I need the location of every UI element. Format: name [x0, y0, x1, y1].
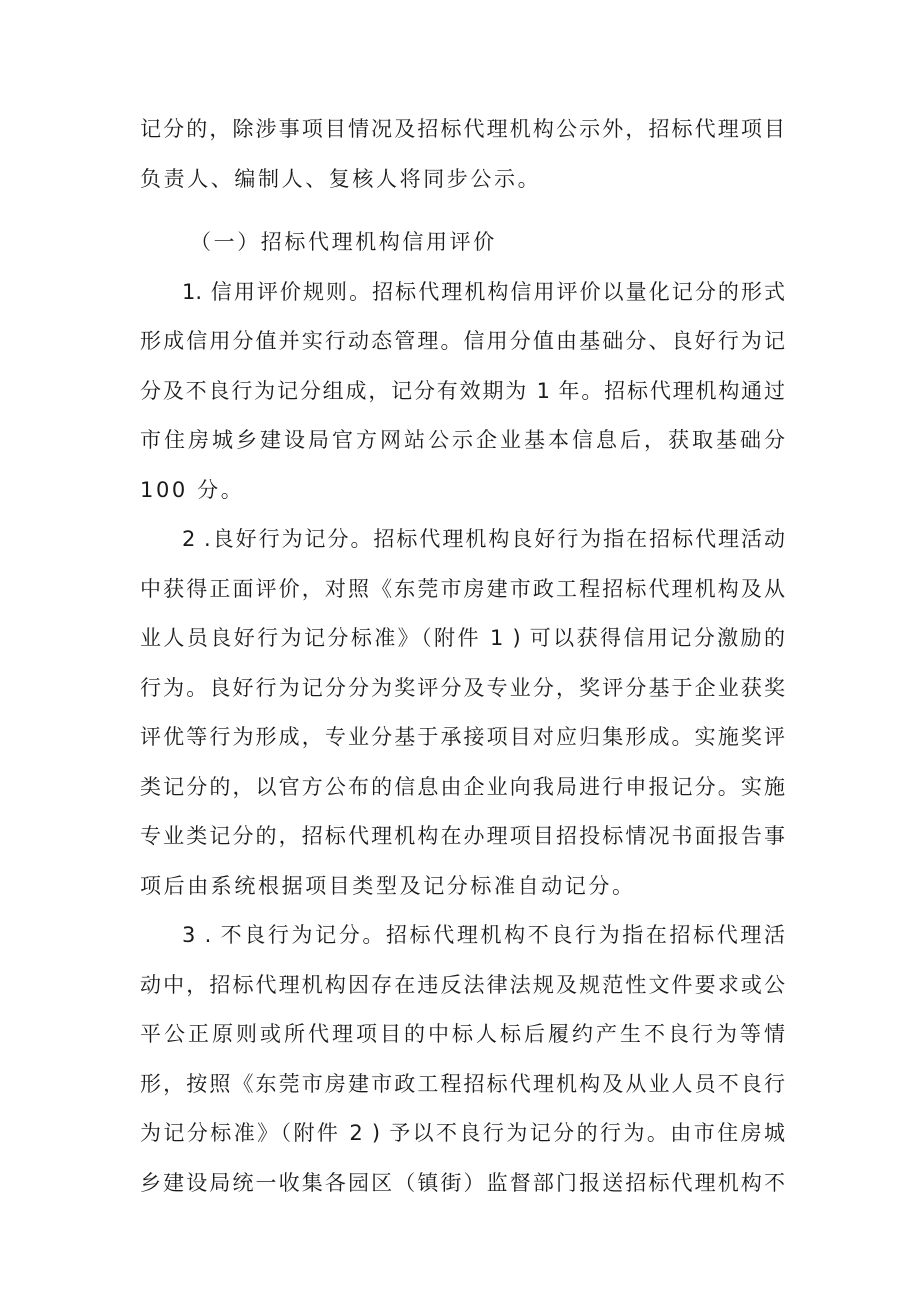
paragraph-line: 类记分的，以官方公布的信息由企业向我局进行申报记分。实施 [140, 774, 785, 799]
paragraph-line: 专业类记分的，招标代理机构在办理项目招投标情况书面报告事 [140, 824, 785, 848]
document-body [140, 105, 785, 1208]
paragraph-line: 评优等行为形成，专业分基于承接项目对应归集形成。实施奖评 [140, 725, 785, 749]
paragraph-line: 分及不良行为记分组成，记分有效期为 1 年。招标代理机构通过 [140, 378, 785, 403]
paragraph-line: 动中，招标代理机构因存在违反法律法规及规范性文件要求或公 [140, 972, 785, 997]
paragraph-line: 中获得正面评价，对照《东莞市房建市政工程招标代理机构及从 [140, 576, 785, 601]
paragraph-line: 100 分。 [140, 477, 245, 502]
paragraph-line: 项后由系统根据项目类型及记分标准自动记分。 [140, 873, 636, 898]
spacer [140, 204, 785, 218]
paragraph-line: 1. 信用评价规则。招标代理机构信用评价以量化记分的形式 [182, 279, 785, 304]
paragraph-line: 为记分标准》（附件 2 ) 予以不良行为记分的行为。由市住房城 [140, 1121, 785, 1145]
paragraph-line: 2 .良好行为记分。招标代理机构良好行为指在招标代理活动 [182, 527, 785, 551]
paragraph-line: 平公正原则或所代理项目的中标人标后履约产生不良行为等情 [140, 1022, 785, 1046]
paragraph-line: 行为。良好行为记分分为奖评分及专业分，奖评分基于企业获奖 [140, 675, 785, 700]
paragraph-line: 3 . 不良行为记分。招标代理机构不良行为指在招标代理活 [182, 923, 785, 947]
paragraph-line: 形成信用分值并实行动态管理。信用分值由基础分、良好行为记 [140, 329, 785, 353]
paragraph-line: 负责人、编制人、复核人将同步公示。 [140, 166, 542, 191]
paragraph-line: 形，按照《东莞市房建市政工程招标代理机构及从业人员不良行 [140, 1071, 785, 1096]
section-heading: （一）招标代理机构信用评价 [190, 230, 497, 254]
paragraph-line: 业人员良好行为记分标准》（附件 1 ) 可以获得信用记分激励的 [140, 626, 785, 650]
paragraph-line: 记分的，除涉事项目情况及招标代理机构公示外，招标代理项目 [140, 117, 785, 141]
paragraph-line: 市住房城乡建设局官方网站公示企业基本信息后，获取基础分 [140, 428, 785, 452]
paragraph-line: 乡建设局统一收集各园区（镇街）监督部门报送招标代理机构不 [140, 1170, 785, 1195]
